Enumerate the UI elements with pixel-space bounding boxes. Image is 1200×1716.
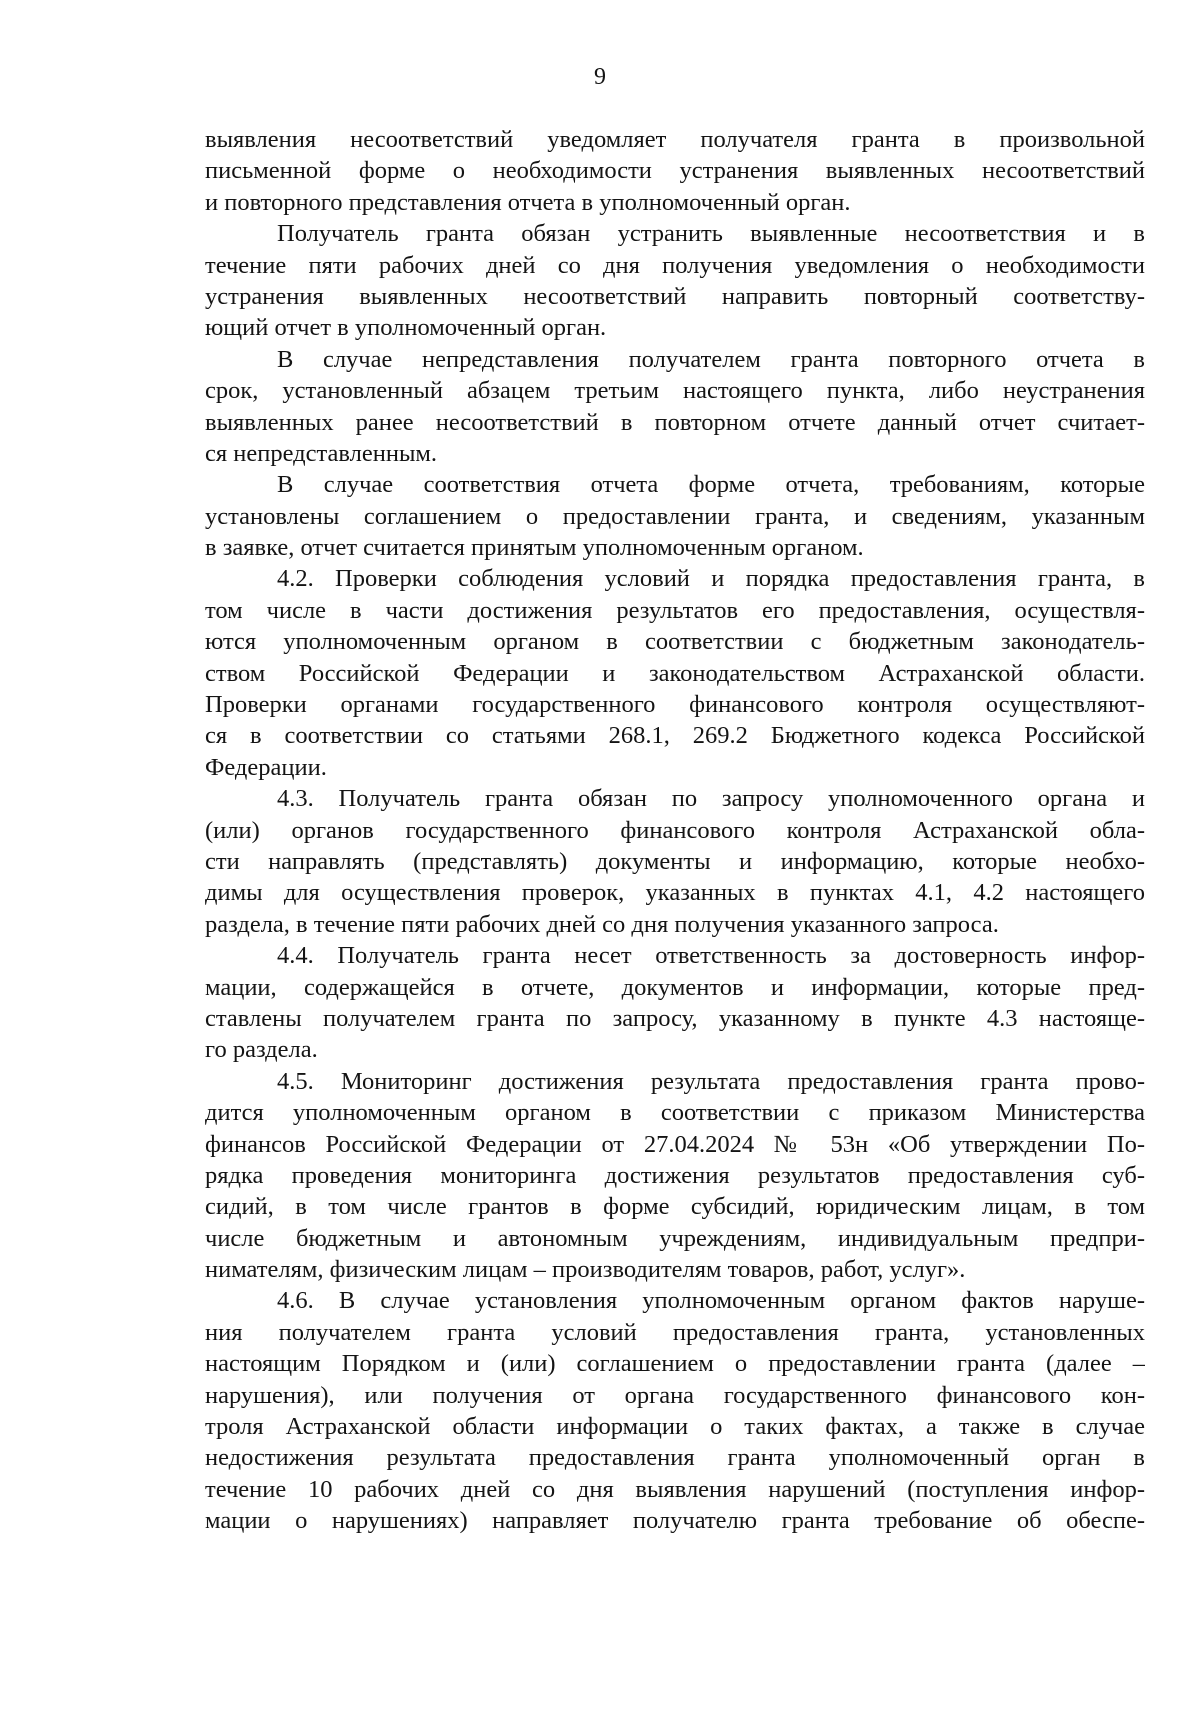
text-line: выявления несоответствий уведомляет получателя гранта в произвольной — [205, 126, 1145, 153]
text-line: В случае непредставления получателем гранта повторного отчета в — [277, 345, 1145, 373]
text-line: троля Астраханской области информации о таких фактах, а также в случае — [205, 1413, 1145, 1441]
text-line: выявленных ранее несоответствий в повторном отчете данный отчет считает- — [205, 408, 1145, 436]
text-line: Проверки органами государственного финансового контроля осуществляют- — [205, 691, 1145, 719]
text-line: Получатель гранта обязан устранить выявленные несоответствия и в — [277, 220, 1145, 248]
text-line: В случае соответствия отчета форме отчета, требованиям, которые — [277, 471, 1145, 499]
text-line: 4.2. Проверки соблюдения условий и порядка предоставления гранта, в — [277, 565, 1145, 593]
text-line: мации, содержащейся в отчете, документов и информации, которые пред- — [205, 973, 1145, 1001]
text-line: нимателям, физическим лицам – производителям товаров, работ, услуг». — [205, 1256, 966, 1284]
text-line: установлены соглашением о предоставлении гранта, и сведениям, указанным — [205, 502, 1145, 530]
text-line: ством Российской Федерации и законодательством Астраханской области. — [205, 659, 1145, 687]
text-line: в заявке, отчет считается принятым уполномоченным органом. — [205, 534, 864, 562]
text-line: срок, установленный абзацем третьим настоящего пункта, либо неустранения — [205, 377, 1145, 405]
text-line: ся непредставленным. — [205, 439, 438, 467]
text-line: сидий, в том числе грантов в форме субсидий, юридическим лицам, в том — [205, 1193, 1145, 1221]
text-line: 4.5. Мониторинг достижения результата предоставления гранта прово- — [277, 1067, 1145, 1095]
text-line: Федерации. — [205, 753, 327, 781]
text-line: ставлены получателем гранта по запросу, указанному в пункте 4.3 настояще- — [205, 1004, 1145, 1032]
text-line: сти направлять (представлять) документы и информацию, которые необхо- — [205, 847, 1145, 875]
text-line: письменной форме о необходимости устранения выявленных несоответствий — [205, 157, 1145, 185]
document-body — [205, 124, 1145, 1537]
text-line: дится уполномоченным органом в соответствии с приказом Министерства — [205, 1099, 1145, 1127]
text-line: 4.3. Получатель гранта обязан по запросу уполномоченного органа и — [277, 785, 1145, 813]
text-line: нарушения), или получения от органа государственного финансового кон- — [205, 1381, 1145, 1409]
text-line: 4.6. В случае установления уполномоченным органом фактов наруше- — [277, 1287, 1145, 1315]
text-line: том числе в части достижения результатов его предоставления, осуществля- — [205, 596, 1145, 624]
text-line: (или) органов государственного финансового контроля Астраханской обла- — [205, 816, 1145, 844]
text-line: устранения выявленных несоответствий направить повторный соответству- — [205, 282, 1145, 310]
text-line: течение пяти рабочих дней со дня получения уведомления о необходимости — [205, 251, 1145, 279]
page-number: 9 — [594, 64, 606, 90]
text-line: ния получателем гранта условий предоставления гранта, установленных — [205, 1318, 1145, 1346]
text-line: и повторного представления отчета в уполномоченный орган. — [205, 188, 851, 216]
text-line: мации о нарушениях) направляет получателю гранта требование об обеспе- — [205, 1507, 1145, 1535]
text-line: го раздела. — [205, 1036, 318, 1064]
text-line: недостижения результата предоставления гранта уполномоченный орган в — [205, 1444, 1145, 1472]
text-line: числе бюджетным и автономным учреждениям, индивидуальным предпри- — [205, 1224, 1145, 1252]
text-line: течение 10 рабочих дней со дня выявления нарушений (поступления инфор- — [205, 1475, 1145, 1503]
text-line: ющий отчет в уполномоченный орган. — [205, 314, 607, 342]
text-line: настоящим Порядком и (или) соглашением о предоставлении гранта (далее – — [205, 1350, 1145, 1378]
text-line: рядка проведения мониторинга достижения результатов предоставления суб- — [205, 1161, 1145, 1189]
text-line: 4.4. Получатель гранта несет ответственность за достоверность инфор- — [277, 942, 1145, 970]
text-line: ся в соответствии со статьями 268.1, 269.2 Бюджетного кодекса Российской — [205, 722, 1145, 750]
text-line: раздела, в течение пяти рабочих дней со дня получения указанного запроса. — [205, 910, 999, 938]
text-line: димы для осуществления проверок, указанных в пунктах 4.1, 4.2 настоящего — [205, 879, 1145, 907]
text-line: ются уполномоченным органом в соответствии с бюджетным законодатель- — [205, 628, 1145, 656]
text-line: финансов Российской Федерации от 27.04.2024 № 53н «Об утверждении По- — [205, 1130, 1145, 1158]
